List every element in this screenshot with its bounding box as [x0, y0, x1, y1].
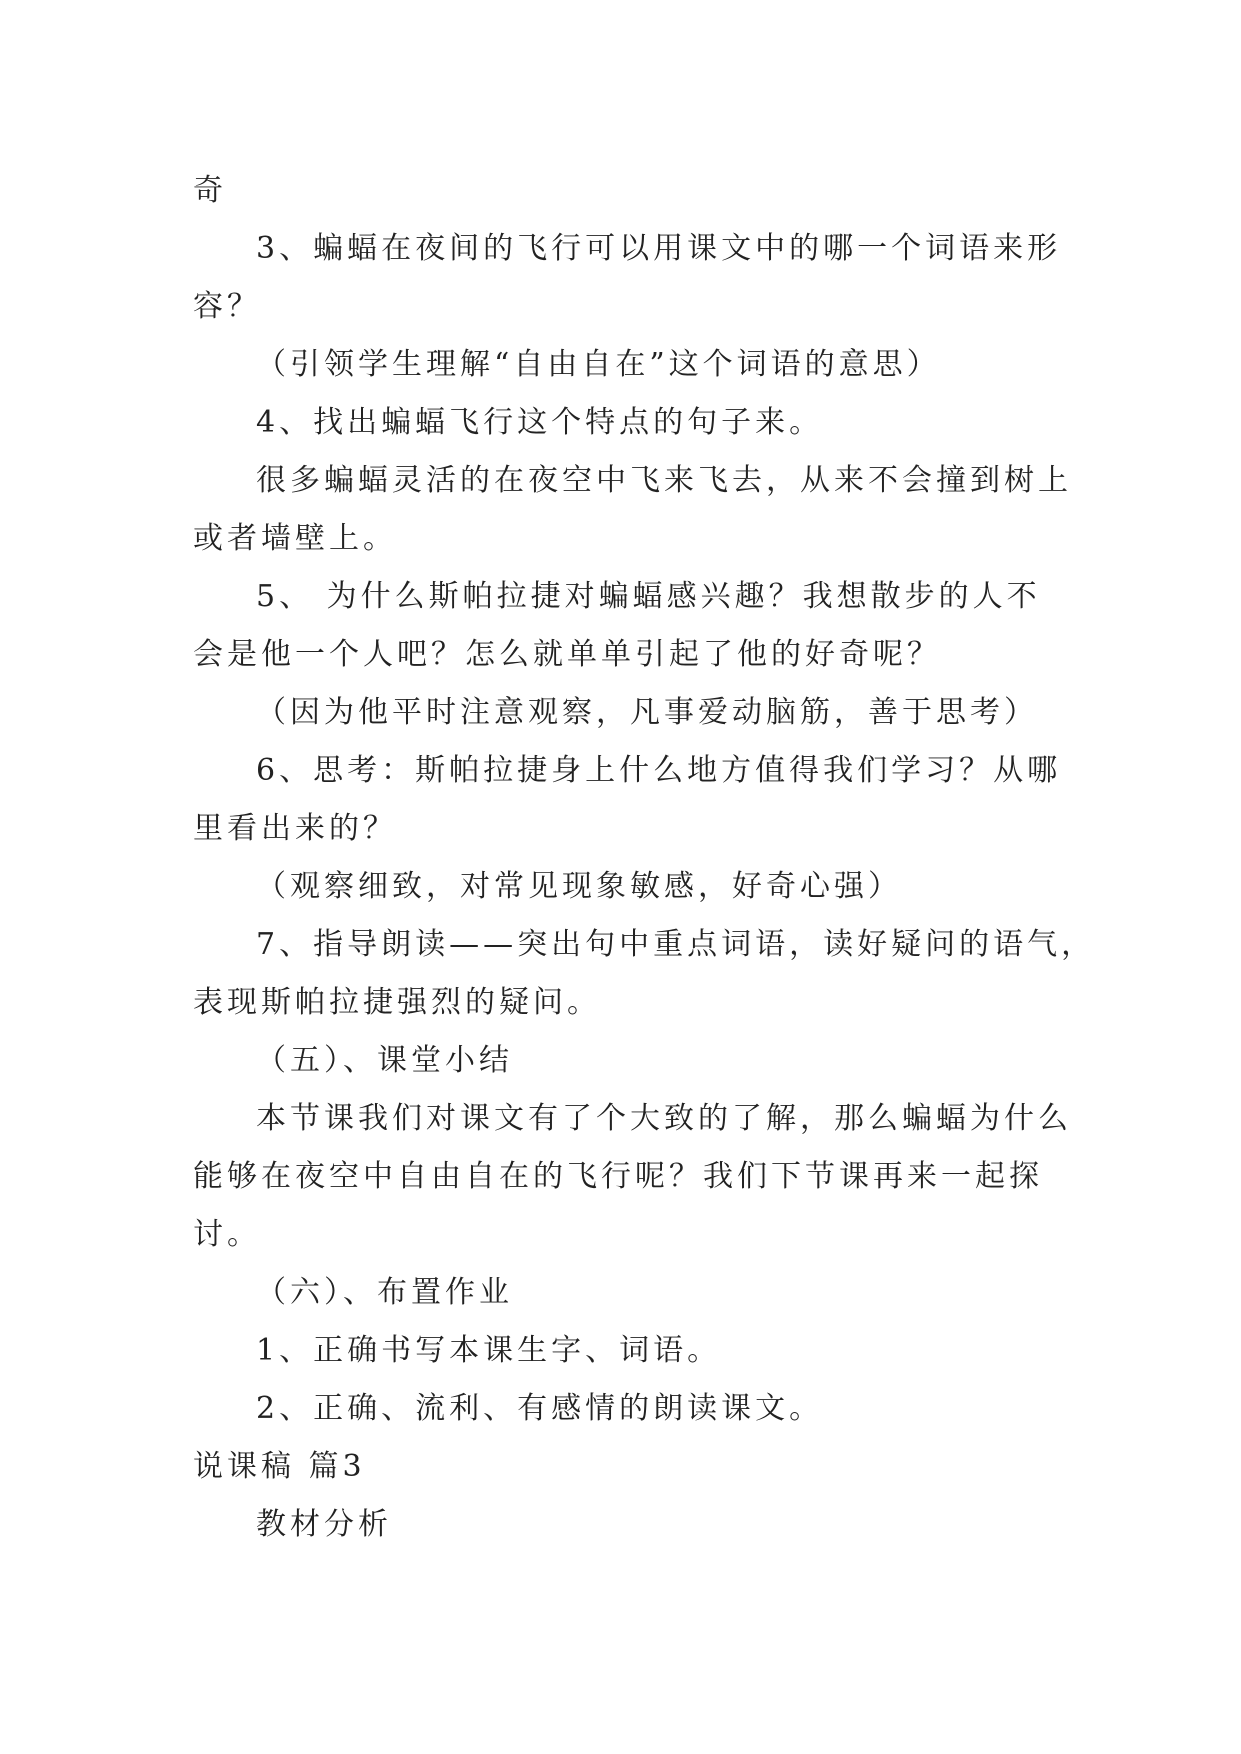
text-line: 6、思考：斯帕拉捷身上什么地方值得我们学习？从哪	[256, 753, 1062, 788]
subsection-heading: 教材分析	[256, 1507, 392, 1542]
text-line: 奇	[193, 173, 227, 208]
text-line: 能够在夜空中自由自在的飞行呢？我们下节课再来一起探	[193, 1159, 1043, 1194]
text-line: 很多蝙蝠灵活的在夜空中飞来飞去，从来不会撞到树上	[256, 463, 1072, 498]
text-line: （引领学生理解“自由自在”这个词语的意思）	[256, 347, 941, 382]
section-heading: （五）、课堂小结	[256, 1043, 513, 1078]
text-line: 本节课我们对课文有了个大致的了解，那么蝙蝠为什么	[256, 1101, 1072, 1136]
text-line: 讨。	[193, 1217, 261, 1252]
text-line: 3、蝙蝠在夜间的飞行可以用课文中的哪一个词语来形	[256, 231, 1062, 266]
text-line: （观察细致，对常见现象敏感，好奇心强）	[256, 869, 902, 904]
section-heading: （六）、布置作业	[256, 1275, 513, 1310]
text-line: 1、正确书写本课生字、词语。	[256, 1333, 722, 1368]
text-line: 或者墙壁上。	[193, 521, 397, 556]
text-line: 里看出来的？	[193, 811, 397, 846]
text-line: 5、 为什么斯帕拉捷对蝙蝠感兴趣？我想散步的人不	[256, 579, 1041, 614]
document-body	[193, 162, 1096, 1554]
text-line: 2、正确、流利、有感情的朗读课文。	[256, 1391, 824, 1426]
text-line: 7、指导朗读——突出句中重点词语，读好疑问的语气，	[256, 927, 1096, 962]
chapter-title: 说课稿 篇3	[193, 1449, 366, 1484]
text-line: 4、找出蝙蝠飞行这个特点的句子来。	[256, 405, 824, 440]
text-line: 容？	[193, 289, 261, 324]
text-line: （因为他平时注意观察，凡事爱动脑筋，善于思考）	[256, 695, 1038, 730]
text-line: 表现斯帕拉捷强烈的疑问。	[193, 985, 601, 1020]
text-line: 会是他一个人吧？怎么就单单引起了他的好奇呢？	[193, 637, 941, 672]
